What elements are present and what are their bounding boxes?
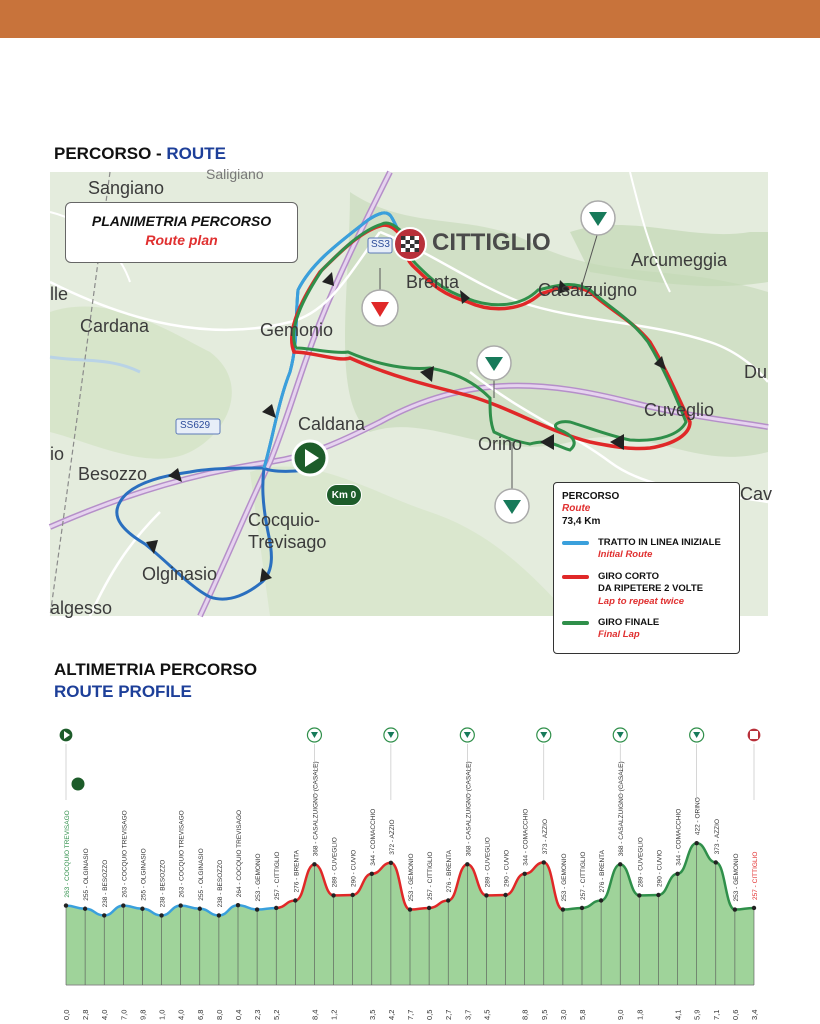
profile-waypoint-label: 255 - OLGINASIO xyxy=(197,848,205,901)
place-sangiano: Sangiano xyxy=(88,178,165,198)
place-saligiano: Saligiano xyxy=(206,166,264,182)
profile-point xyxy=(408,907,412,911)
profile-km-label: 8,8 xyxy=(520,1009,530,1020)
place-cocquio: Cocquio- xyxy=(248,510,321,530)
profile-waypoint-label: 290 - CUVIO xyxy=(350,849,358,887)
profile-waypoint-label: 264 - COCQUIO TREVISAGO xyxy=(236,809,243,898)
route-section-title xyxy=(54,144,226,164)
profile-waypoint-label: 253 - GEMONIO xyxy=(255,853,263,902)
profile-point xyxy=(140,907,144,911)
profile-waypoint-label: 238 - BESOZZO xyxy=(102,859,110,908)
profile-km-label: 8,4 xyxy=(310,1009,320,1020)
legend-label-initial: TRATTO IN LINEA INIZIALE xyxy=(598,537,721,548)
profile-title-it: ALTIMETRIA PERCORSO xyxy=(54,660,258,679)
km0-badge: Km 0 xyxy=(326,484,362,506)
legend-label-final-lap-en: Final Lap xyxy=(598,629,640,640)
profile-km-label: 0,5 xyxy=(425,1009,435,1020)
profile-km-label: 4,5 xyxy=(482,1009,492,1020)
road-ss3: SS3 xyxy=(371,239,390,250)
profile-km-label: 7,1 xyxy=(711,1009,721,1020)
place-brenta: Brenta xyxy=(406,272,460,292)
profile-km-label: 0,6 xyxy=(730,1009,740,1020)
profile-waypoint-label: 373 - AZZIO xyxy=(541,818,549,855)
place-arcumeggia: Arcumeggia xyxy=(631,250,728,270)
place-du: Du xyxy=(744,362,768,382)
profile-point xyxy=(618,862,622,866)
profile-title-en: ROUTE PROFILE xyxy=(54,682,192,701)
route-title-sep: - xyxy=(151,144,167,163)
profile-waypoint-label: 257 - CITTIGLIO xyxy=(427,851,435,900)
profile-km-label: 2,3 xyxy=(253,1009,263,1020)
profile-km0-marker xyxy=(71,777,85,791)
profile-waypoint-label: 276 - BRENTA xyxy=(446,849,454,893)
profile-km-label: 5,8 xyxy=(578,1009,587,1020)
profile-point xyxy=(656,893,660,897)
profile-point xyxy=(102,913,106,917)
profile-point xyxy=(312,862,316,866)
profile-waypoint-label: 289 - CUVEGLIO xyxy=(484,837,492,888)
profile-km-label: 5,2 xyxy=(272,1009,282,1020)
profile-km-label: 5,9 xyxy=(692,1009,702,1020)
profile-point xyxy=(580,906,584,910)
profile-km-label: 3,4 xyxy=(750,1009,759,1020)
profile-km-label: 4,0 xyxy=(100,1009,110,1020)
profile-point xyxy=(159,913,163,917)
profile-section-title xyxy=(54,659,257,703)
profile-km-label: 9,0 xyxy=(616,1009,626,1020)
profile-waypoint-label: 255 - OLGINASIO xyxy=(140,848,148,901)
profile-waypoint-label: 372 - AZZIO xyxy=(388,819,396,855)
legend-swatch-final-lap xyxy=(562,621,589,625)
profile-point xyxy=(293,898,297,902)
profile-km-label: 3,5 xyxy=(367,1009,377,1020)
top-banner xyxy=(0,0,820,38)
legend-heading: PERCORSO xyxy=(562,491,620,502)
profile-point xyxy=(752,906,756,910)
profile-point xyxy=(542,860,546,864)
legend-swatch-short-lap xyxy=(562,575,589,579)
profile-waypoint-label: 422 - ORINO xyxy=(694,797,702,836)
profile-km-label: 2,7 xyxy=(444,1009,454,1020)
profile-waypoint-label: 373 - AZZIO xyxy=(713,818,721,855)
profile-waypoint-label: 263 - COCQUIO TREVISAGO xyxy=(64,810,71,898)
profile-km-label: 1,0 xyxy=(157,1009,167,1020)
profile-point xyxy=(331,893,335,897)
finish-town-label: CITTIGLIO xyxy=(432,229,551,256)
profile-finish-marker-glyph xyxy=(750,731,758,739)
legend-label-short-lap: GIRO CORTO DA RIPETERE 2 VOLTE xyxy=(598,571,704,594)
profile-waypoint-label: 368 - CASALZUIGNO (CASALE) xyxy=(465,761,473,857)
profile-canvas xyxy=(50,720,770,1024)
route-title-it: PERCORSO xyxy=(54,144,152,163)
route-plan-subtitle: Route plan xyxy=(145,232,218,248)
profile-waypoint-label: 257 - CITTIGLIO xyxy=(274,851,282,900)
profile-km-label: 7,7 xyxy=(406,1009,415,1020)
place-cardana: Cardana xyxy=(80,316,150,336)
place-io: io xyxy=(50,444,65,464)
profile-waypoint-label: 276 - BRENTA xyxy=(599,849,607,893)
profile-km-label: 4,2 xyxy=(386,1009,396,1020)
profile-waypoint-label: 257 - CITTIGLIO xyxy=(752,851,759,900)
place-trevisago: Trevisago xyxy=(248,532,327,552)
profile-km-label: 9,8 xyxy=(138,1009,148,1020)
profile-point xyxy=(675,872,679,876)
profile-point xyxy=(274,906,278,910)
legend-distance: 73,4 Km xyxy=(562,516,601,527)
profile-waypoint-label: 289 - CUVEGLIO xyxy=(637,837,645,888)
profile-km-label: 4,0 xyxy=(176,1009,186,1020)
profile-km-label: 2,8 xyxy=(81,1009,91,1020)
profile-point xyxy=(178,903,182,907)
profile-point xyxy=(255,907,259,911)
profile-waypoint-label: 290 - CUVIO xyxy=(656,849,664,887)
route-map xyxy=(50,166,773,640)
profile-km-label: 1,2 xyxy=(329,1009,339,1020)
place-lle: lle xyxy=(50,284,69,304)
profile-point xyxy=(694,841,698,845)
profile-km-label: 3,7 xyxy=(463,1009,473,1020)
profile-km-label: 0,0 xyxy=(62,1009,71,1020)
profile-waypoint-label: 238 - BESOZZO xyxy=(216,859,224,908)
profile-point xyxy=(446,898,450,902)
profile-point xyxy=(236,903,240,907)
legend-label-short-lap-en: Lap to repeat twice xyxy=(598,596,685,607)
profile-km-label: 6,8 xyxy=(195,1009,205,1020)
profile-waypoint-label: 290 - CUVIO xyxy=(503,849,511,887)
route-title-en: ROUTE xyxy=(166,144,226,163)
profile-waypoint-label: 263 - COCQUIO TREVISAGO xyxy=(121,810,129,898)
road-ss629: SS629 xyxy=(180,420,211,431)
place-caldana: Caldana xyxy=(298,414,366,434)
profile-km-label: 4,1 xyxy=(673,1009,683,1020)
profile-km-label: 8,0 xyxy=(214,1009,224,1020)
profile-point xyxy=(427,906,431,910)
route-profile xyxy=(50,720,770,1024)
legend-swatch-initial xyxy=(562,541,589,545)
profile-waypoint-label: 253 - GEMONIO xyxy=(732,853,740,902)
profile-point xyxy=(503,893,507,897)
profile-waypoint-label: 255 - OLGINASIO xyxy=(83,848,91,901)
profile-point xyxy=(370,872,374,876)
profile-point xyxy=(733,907,737,911)
profile-point xyxy=(64,903,68,907)
legend-label-initial-en: Initial Route xyxy=(598,549,653,560)
profile-point xyxy=(714,860,718,864)
place-orino: Orino xyxy=(478,434,523,454)
place-algesso: algesso xyxy=(50,598,113,618)
profile-point xyxy=(350,893,354,897)
profile-point xyxy=(198,907,202,911)
profile-point xyxy=(465,862,469,866)
profile-point xyxy=(121,903,125,907)
place-besozzo: Besozzo xyxy=(78,464,148,484)
legend-heading-en: Route xyxy=(562,503,591,514)
profile-waypoint-label: 253 - GEMONIO xyxy=(560,853,568,902)
profile-waypoint-label: 276 - BRENTA xyxy=(293,849,301,893)
profile-point xyxy=(599,898,603,902)
profile-waypoint-label: 344 - COMACCHIO xyxy=(522,808,530,866)
profile-km-label: 7,0 xyxy=(119,1009,129,1020)
profile-point xyxy=(484,893,488,897)
map-legend xyxy=(553,482,740,654)
place-casalzuigno: Casalzuigno xyxy=(538,280,638,300)
place-cav: Cav xyxy=(740,484,773,504)
profile-waypoint-label: 263 - COCQUIO TREVISAGO xyxy=(178,810,186,898)
profile-waypoint-label: 289 - CUVEGLIO xyxy=(331,837,339,888)
profile-waypoint-label: 368 - CASALZUIGNO (CASALE) xyxy=(618,761,626,857)
profile-km-label: 0,4 xyxy=(234,1009,243,1020)
profile-km-label: 9,5 xyxy=(539,1009,549,1020)
profile-waypoint-label: 238 - BESOZZO xyxy=(159,859,167,908)
profile-km-label: 1,8 xyxy=(635,1009,645,1020)
profile-point xyxy=(83,907,87,911)
route-plan-title: PLANIMETRIA PERCORSO xyxy=(91,213,272,229)
legend-label-final-lap: GIRO FINALE xyxy=(598,617,660,628)
profile-point xyxy=(389,861,393,865)
profile-waypoint-label: 344 - COMACCHIO xyxy=(369,808,377,866)
profile-waypoint-label: 257 - CITTIGLIO xyxy=(580,851,587,900)
profile-waypoint-label: 253 - GEMONIO xyxy=(408,853,415,902)
profile-point xyxy=(637,893,641,897)
place-olginasio: Olginasio xyxy=(142,564,218,584)
place-gemonio: Gemonio xyxy=(260,320,334,340)
profile-point xyxy=(561,907,565,911)
profile-km-label: 3,0 xyxy=(558,1009,568,1020)
profile-waypoint-label: 368 - CASALZUIGNO (CASALE) xyxy=(312,761,320,857)
profile-waypoint-label: 344 - COMACCHIO xyxy=(675,808,683,866)
profile-point xyxy=(217,913,221,917)
profile-point xyxy=(522,872,526,876)
place-cuveglio: Cuveglio xyxy=(644,400,715,420)
route-plan-box xyxy=(65,202,298,263)
